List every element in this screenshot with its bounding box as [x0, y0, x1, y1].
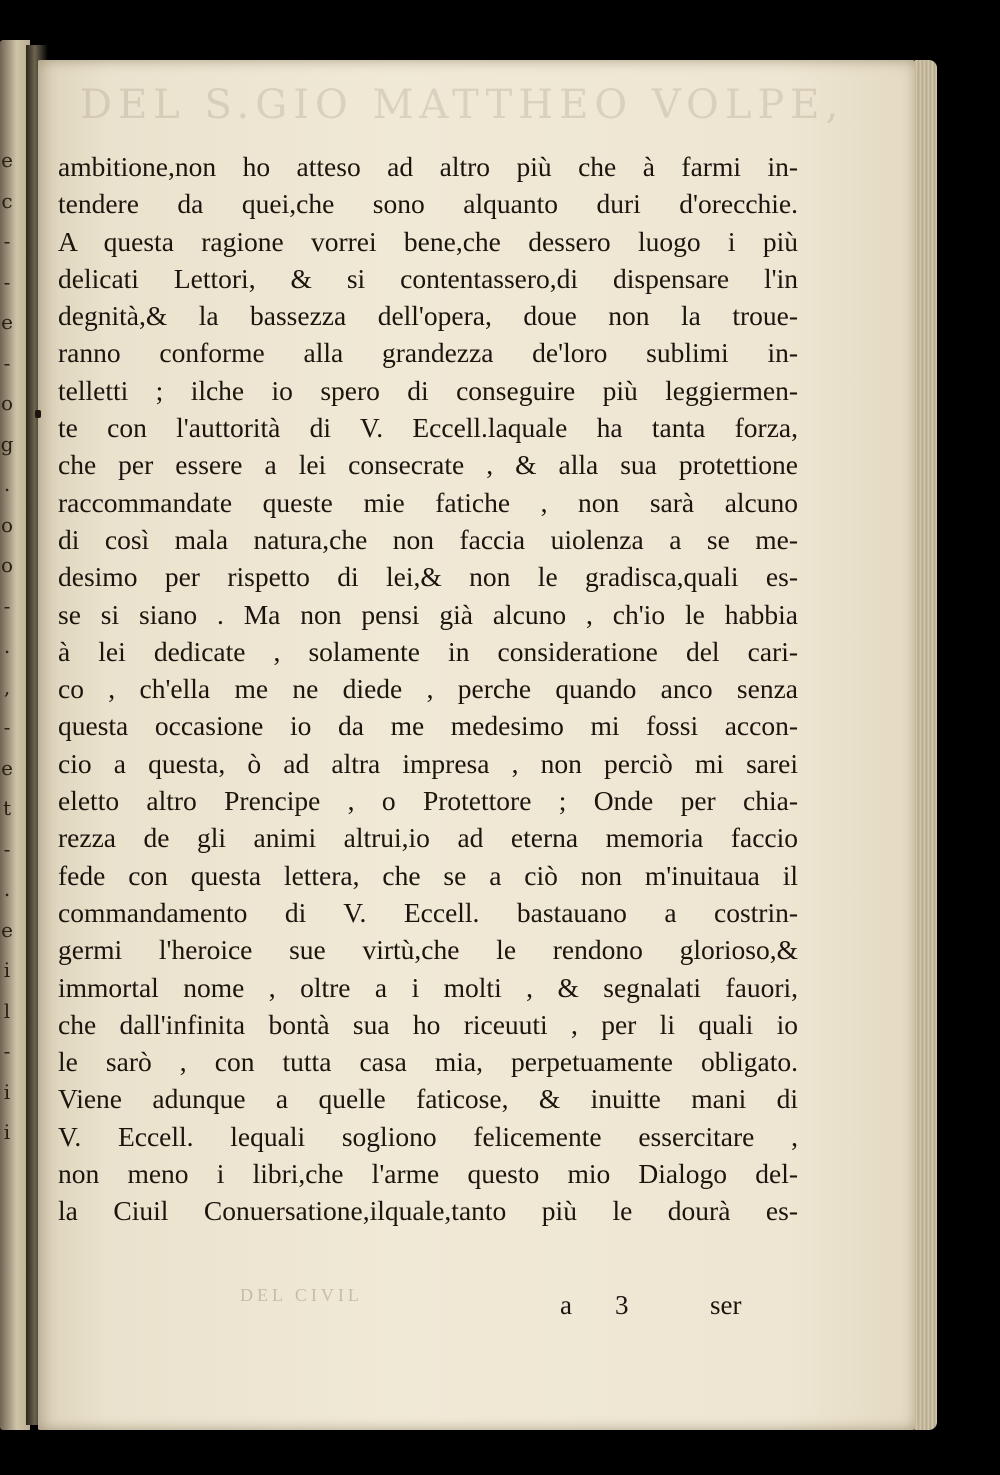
- text-line: te con l'auttorità di V. Eccell.laquale ha tanta forza,: [58, 412, 798, 444]
- left-page-fragment: o: [0, 553, 14, 577]
- left-page-fragment: .: [3, 877, 11, 901]
- left-page-fragment: e: [1, 755, 13, 780]
- text-line: immortal nome , oltre a i molti , & segnalati fauori,: [58, 971, 798, 1003]
- page-edges: [915, 60, 937, 1430]
- text-line: questa occasione io da me medesimo mi fossi accon-: [58, 710, 798, 742]
- text-line: ambitione,non ho atteso ad altro più che à farmi in-: [58, 151, 798, 182]
- text-line: fede con questa lettera, che se a ciò non m'inuitaua il: [58, 859, 798, 891]
- left-page-fragment: ,: [3, 674, 11, 699]
- text-line: telletti ; ilche io spero di conseguire più leggiermen-: [58, 374, 798, 406]
- left-page-fragment: .: [3, 472, 11, 496]
- text-line: co , ch'ella me ne diede , perche quando anco senza: [58, 673, 798, 705]
- text-line: raccommandate queste mie fatiche , non sarà alcuno: [58, 486, 798, 518]
- left-page-fragment: .: [3, 634, 11, 658]
- left-page-fragment: l: [3, 998, 11, 1023]
- text-line: Viene adunque a quelle faticose, & inuitte mani di: [58, 1083, 798, 1115]
- signature-mark: a: [560, 1290, 572, 1320]
- text-line: ranno conforme alla grandezza de'loro sublimi in-: [58, 337, 798, 369]
- left-page-fragment: -: [3, 836, 11, 861]
- text-line: cio a questa, ò ad altra impresa , non perciò mi sarei: [58, 747, 798, 779]
- body-text: [58, 148, 798, 1230]
- left-page-fragment: i: [3, 1079, 11, 1104]
- left-page-fragment: c: [1, 188, 13, 213]
- text-line: germi l'heroice sue virtù,che le rendono glorioso,&: [58, 934, 798, 966]
- left-page-fragment: -: [3, 593, 11, 618]
- left-page-fragment: i: [3, 1120, 11, 1144]
- text-line: commandamento di V. Eccell. bastauano a costrin-: [58, 896, 798, 928]
- text-line: desimo per rispetto di lei,& non le gradisca,quali es-: [58, 561, 798, 593]
- text-line: le sarò , con tutta casa mia, perpetuamente obligato.: [58, 1046, 798, 1078]
- text-line: A questa ragione vorrei bene,che dessero luogo i più: [58, 225, 798, 257]
- left-page-fragment: -: [3, 350, 11, 375]
- left-page-fragment: t: [2, 796, 12, 820]
- text-line: di così mala natura,che non faccia uiolenza a se me-: [58, 523, 798, 555]
- left-page-fragment: -: [3, 715, 11, 739]
- text-line: la Ciuil Conuersatione,ilquale,tanto più le dourà es-: [58, 1195, 798, 1227]
- text-line: à lei dedicate , solamente in consideratione del cari-: [58, 635, 798, 667]
- text-line: eletto altro Prencipe , o Protettore ; Onde per chia-: [58, 785, 798, 817]
- left-page-fragment: o: [0, 391, 14, 415]
- text-line: delicati Lettori, & si contentassero,di dispensare l'in: [58, 262, 798, 294]
- catchword: ser: [710, 1290, 742, 1320]
- left-page-fragment: -: [3, 229, 11, 253]
- left-page-fragment: o: [0, 512, 14, 537]
- text-line: V. Eccell. lequali sogliono felicemente essercitare ,: [58, 1120, 798, 1152]
- text-line: se si siano . Ma non pensi già alcuno , ch'io le habbia: [58, 598, 798, 630]
- signature-number: 3: [615, 1290, 629, 1320]
- left-page-text-fragments: [0, 140, 14, 1153]
- text-line: che per essere a lei consecrate , & alla sua protettione: [58, 449, 798, 481]
- text-line: degnità,& la bassezza dell'opera, doue non la troue-: [58, 300, 798, 332]
- text-line: che dall'infinita bontà sua ho riceuuti , per li quali io: [58, 1008, 798, 1040]
- show-through-footer: DEL CIVIL: [240, 1285, 363, 1305]
- margin-ink-mark: [35, 410, 41, 418]
- text-line: tendere da quei,che sono alquanto duri d'orecchie.: [58, 188, 798, 220]
- left-page-fragment: e: [1, 148, 13, 172]
- left-page-fragment: -: [3, 1039, 11, 1063]
- left-page-fragment: i: [3, 958, 11, 982]
- left-page-fragment: e: [1, 310, 13, 334]
- text-line: non meno i libri,che l'arme questo mio Dialogo del-: [58, 1158, 798, 1190]
- left-page-fragment: g: [0, 431, 14, 456]
- left-page-fragment: e: [1, 917, 13, 942]
- left-page-fragment: -: [3, 269, 11, 294]
- text-line: rezza de gli animi altrui,io ad eterna memoria faccio: [58, 822, 798, 854]
- show-through-header: DEL S.GIO MATTHEO VOLPE,: [80, 82, 845, 128]
